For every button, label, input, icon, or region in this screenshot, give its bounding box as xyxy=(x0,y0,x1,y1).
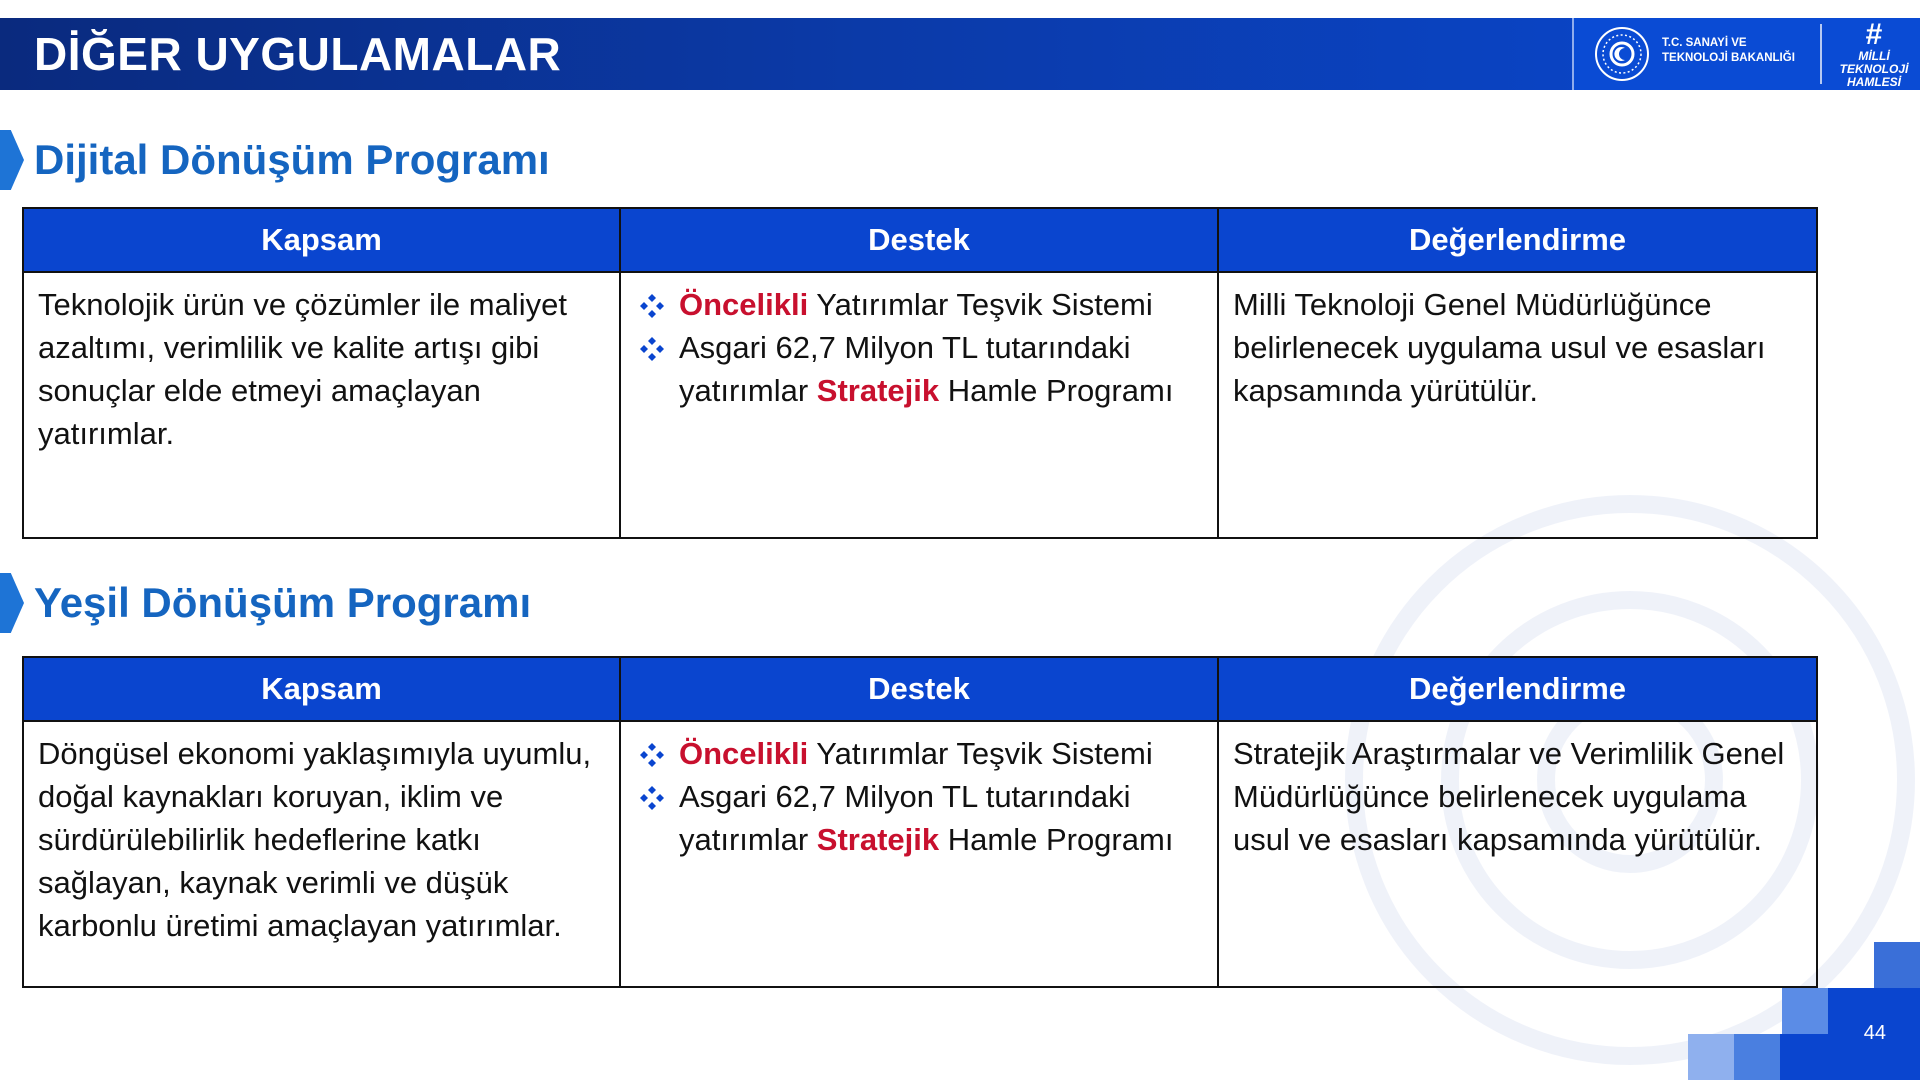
table-row xyxy=(23,721,1817,987)
bullet-text: Yatırımlar Teşvik Sistemi xyxy=(808,736,1153,771)
diamond-bullet-icon xyxy=(639,785,665,811)
corner-tile xyxy=(1874,942,1920,988)
section-title-green: Yeşil Dönüşüm Programı xyxy=(34,579,532,626)
bullet-text: Asgari 62,7 Milyon TL tutarındaki yatırımlar xyxy=(679,779,1131,857)
ministry-name: T.C. SANAYİ VE TEKNOLOJİ BAKANLIĞI xyxy=(1662,37,1795,64)
corner-tile xyxy=(1688,1034,1734,1080)
section-arrow-icon xyxy=(0,130,24,190)
list-item xyxy=(635,732,1203,775)
section-title-digital: Dijital Dönüşüm Programı xyxy=(34,136,550,183)
bullet-text: Yatırımlar Teşvik Sistemi xyxy=(808,287,1153,322)
page-title: DİĞER UYGULAMALAR xyxy=(34,28,562,80)
table-row xyxy=(23,272,1817,538)
corner-tile xyxy=(1780,1034,1920,1080)
corner-tile xyxy=(1782,988,1828,1034)
green-program-table xyxy=(22,656,1818,988)
diamond-bullet-icon xyxy=(639,336,665,362)
kapsam-cell: Döngüsel ekonomi yaklaşımıyla uyumlu, doğal kaynakları koruyan, iklim ve sürdürülebilirlik hedeflerine katkı sağlayan, kaynak verimli ve düşük karbonlu üretimi amaçlayan yatırımlar. xyxy=(23,721,620,987)
list-item xyxy=(635,326,1203,412)
logo-line-2: TEKNOLOJİ xyxy=(1839,62,1909,76)
column-header-destek: Destek xyxy=(620,657,1218,721)
list-item xyxy=(635,283,1203,326)
destek-cell xyxy=(620,721,1218,987)
degerlendirme-cell: Milli Teknoloji Genel Müdürlüğünce belirlenecek uygulama usul ve esasları kapsamında yürütülür. xyxy=(1218,272,1817,538)
list-item xyxy=(635,775,1203,861)
corner-tile xyxy=(1734,1034,1780,1080)
ministry-emblem-icon xyxy=(1594,26,1650,82)
diamond-bullet-icon xyxy=(639,293,665,319)
destek-cell xyxy=(620,272,1218,538)
milli-teknoloji-hamlesi-logo xyxy=(1836,20,1912,88)
highlight-text: Öncelikli xyxy=(679,287,809,322)
highlight-text: Stratejik xyxy=(816,822,940,857)
logo-line-1: MİLLİ xyxy=(1858,49,1890,63)
bullet-text: Hamle Programı xyxy=(939,373,1174,408)
page-number: 44 xyxy=(1863,1022,1886,1044)
table-header-row xyxy=(23,657,1817,721)
column-header-destek: Destek xyxy=(620,208,1218,272)
degerlendirme-cell: Stratejik Araştırmalar ve Verimlilik Genel Müdürlüğünce belirlenecek uygulama usul ve esasları kapsamında yürütülür. xyxy=(1218,721,1817,987)
logo-line-3: HAMLESİ xyxy=(1847,75,1901,89)
hashtag-icon: # xyxy=(1865,18,1883,51)
column-header-kapsam: Kapsam xyxy=(23,208,620,272)
column-header-kapsam: Kapsam xyxy=(23,657,620,721)
highlight-text: Stratejik xyxy=(816,373,940,408)
diamond-bullet-icon xyxy=(639,742,665,768)
destek-list xyxy=(635,283,1203,412)
logo-divider xyxy=(1820,24,1822,84)
kapsam-cell: Teknolojik ürün ve çözümler ile maliyet azaltımı, verimlilik ve kalite artışı gibi sonuçlar elde etmeyi amaçlayan yatırımlar. xyxy=(23,272,620,538)
logo-panel xyxy=(1572,18,1920,90)
highlight-text: Öncelikli xyxy=(679,736,809,771)
bullet-text: Hamle Programı xyxy=(939,822,1174,857)
digital-program-table xyxy=(22,207,1818,539)
column-header-degerlendirme: Değerlendirme xyxy=(1218,208,1817,272)
destek-list xyxy=(635,732,1203,861)
bullet-text: Asgari 62,7 Milyon TL tutarındaki yatırımlar xyxy=(679,330,1131,408)
column-header-degerlendirme: Değerlendirme xyxy=(1218,657,1817,721)
table-header-row xyxy=(23,208,1817,272)
title-banner xyxy=(0,18,1920,90)
section-arrow-icon xyxy=(0,573,24,633)
